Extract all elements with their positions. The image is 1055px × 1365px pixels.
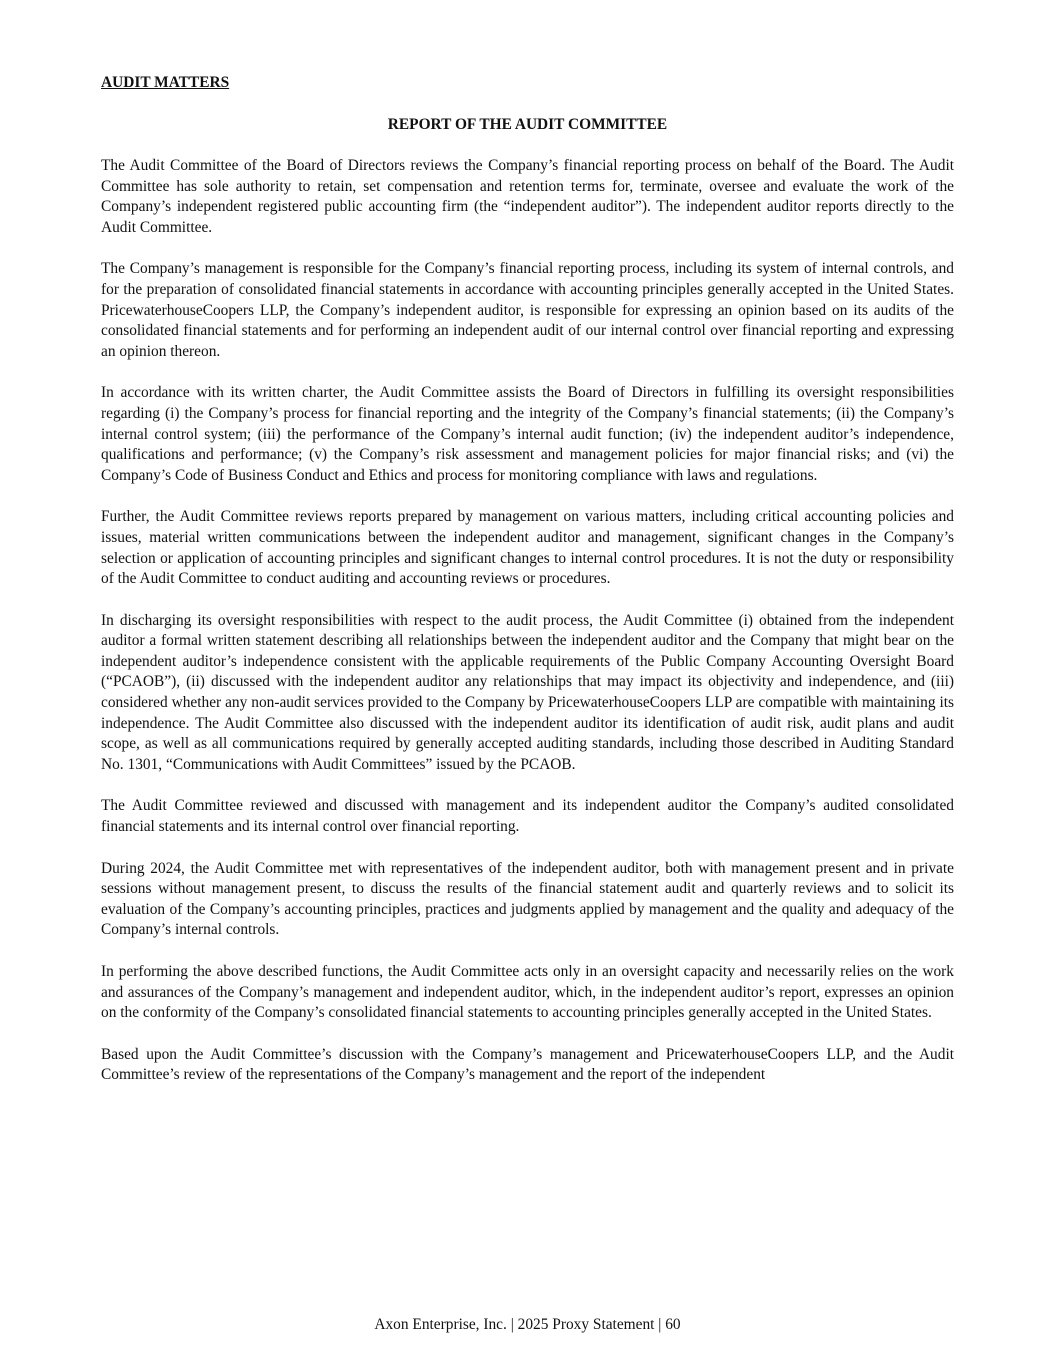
paragraph-based-upon: Based upon the Audit Committee’s discussion with the Company’s management and PricewaterhouseCoopers LLP, and the Audit Committee’s review of the representations of the Company’s management and the report of the independent [101,1045,954,1084]
paragraph-management-responsibility: The Company’s management is responsible for the Company’s financial reporting process, including its system of internal controls, and for the preparation of consolidated financial statements in accordance with accounting principles generally accepted in the United States. PricewaterhouseCoopers LLP, the Company’s independent auditor, is responsible for expressing an opinion based on its audits of the consolidated financial statements and for performing an independent audit of our internal control over financial reporting and expressing an opinion thereon. [101,260,954,360]
paragraph-financial-statements-review: The Audit Committee reviewed and discussed with management and its independent auditor the Company’s audited consolidated financial statements and its internal control over financial reporting. [101,797,954,836]
paragraph-charter-oversight: In accordance with its written charter, the Audit Committee assists the Board of Directors in fulfilling its oversight responsibilities regarding (i) the Company’s process for financial reporting and the integrity of the Company’s financial statements; (ii) the Company’s internal control system; (iii) the performance of the Company’s internal audit function; (iv) the independent auditor’s independence, qualifications and performance; (v) the Company’s risk assessment and management policies for major financial risks; and (vi) the Company’s Code of Business Conduct and Ethics and process for monitoring compliance with laws and regulations. [101,384,954,484]
paragraph-reports-review: Further, the Audit Committee reviews reports prepared by management on various matters, including critical accounting policies and issues, material written communications between the independent auditor and management, significant changes in the Company’s selection or application of accounting principles and significant changes to internal control procedures. It is not the duty or responsibility of the Audit Committee to conduct auditing and accounting reviews or procedures. [101,508,954,588]
document-page [101,72,954,1086]
page-footer: Axon Enterprise, Inc. | 2025 Proxy Statement | 60 [374,1316,681,1333]
paragraph-oversight-capacity: In performing the above described functions, the Audit Committee acts only in an oversight capacity and necessarily relies on the work and assurances of the Company’s management and independent auditor, which, in the independent auditor’s report, expresses an opinion on the conformity of the Company’s consolidated financial statements to accounting principles generally accepted in the United States. [101,963,954,1022]
paragraph-meetings-2024: During 2024, the Audit Committee met with representatives of the independent auditor, both with management present and in private sessions without management present, to discuss the results of the financial statement audit and quarterly reviews and to solicit its evaluation of the Company’s accounting principles, practices and judgments applied by management and the quality and adequacy of the Company’s internal controls. [101,859,954,939]
paragraph-committee-role: The Audit Committee of the Board of Directors reviews the Company’s financial reporting process on behalf of the Board. The Audit Committee has sole authority to retain, set compensation and retention terms for, terminate, oversee and evaluate the work of the Company’s independent registered public accounting firm (the “independent auditor”). The independent auditor reports directly to the Audit Committee. [101,157,954,236]
section-heading: AUDIT MATTERS [101,74,230,91]
report-title: REPORT OF THE AUDIT COMMITTEE [387,116,668,133]
paragraph-audit-process: In discharging its oversight responsibilities with respect to the audit process, the Audit Committee (i) obtained from the independent auditor a formal written statement describing all relationships between the independent auditor and the Company that might bear on the independent auditor’s independence consistent with the applicable requirements of the Public Company Accounting Oversight Board (“PCAOB”), (ii) discussed with the independent auditor any relationships that may impact its objectivity and independence, and (iii) considered whether any non-audit services provided to the Company by PricewaterhouseCoopers LLP are compatible with maintaining its independence. The Audit Committee also discussed with the independent auditor its identification of audit risk, audit plans and audit scope, as well as all communications required by generally accepted auditing standards, including those described in Auditing Standard No. 1301, “Communications with Audit Committees” issued by the PCAOB. [101,611,954,773]
